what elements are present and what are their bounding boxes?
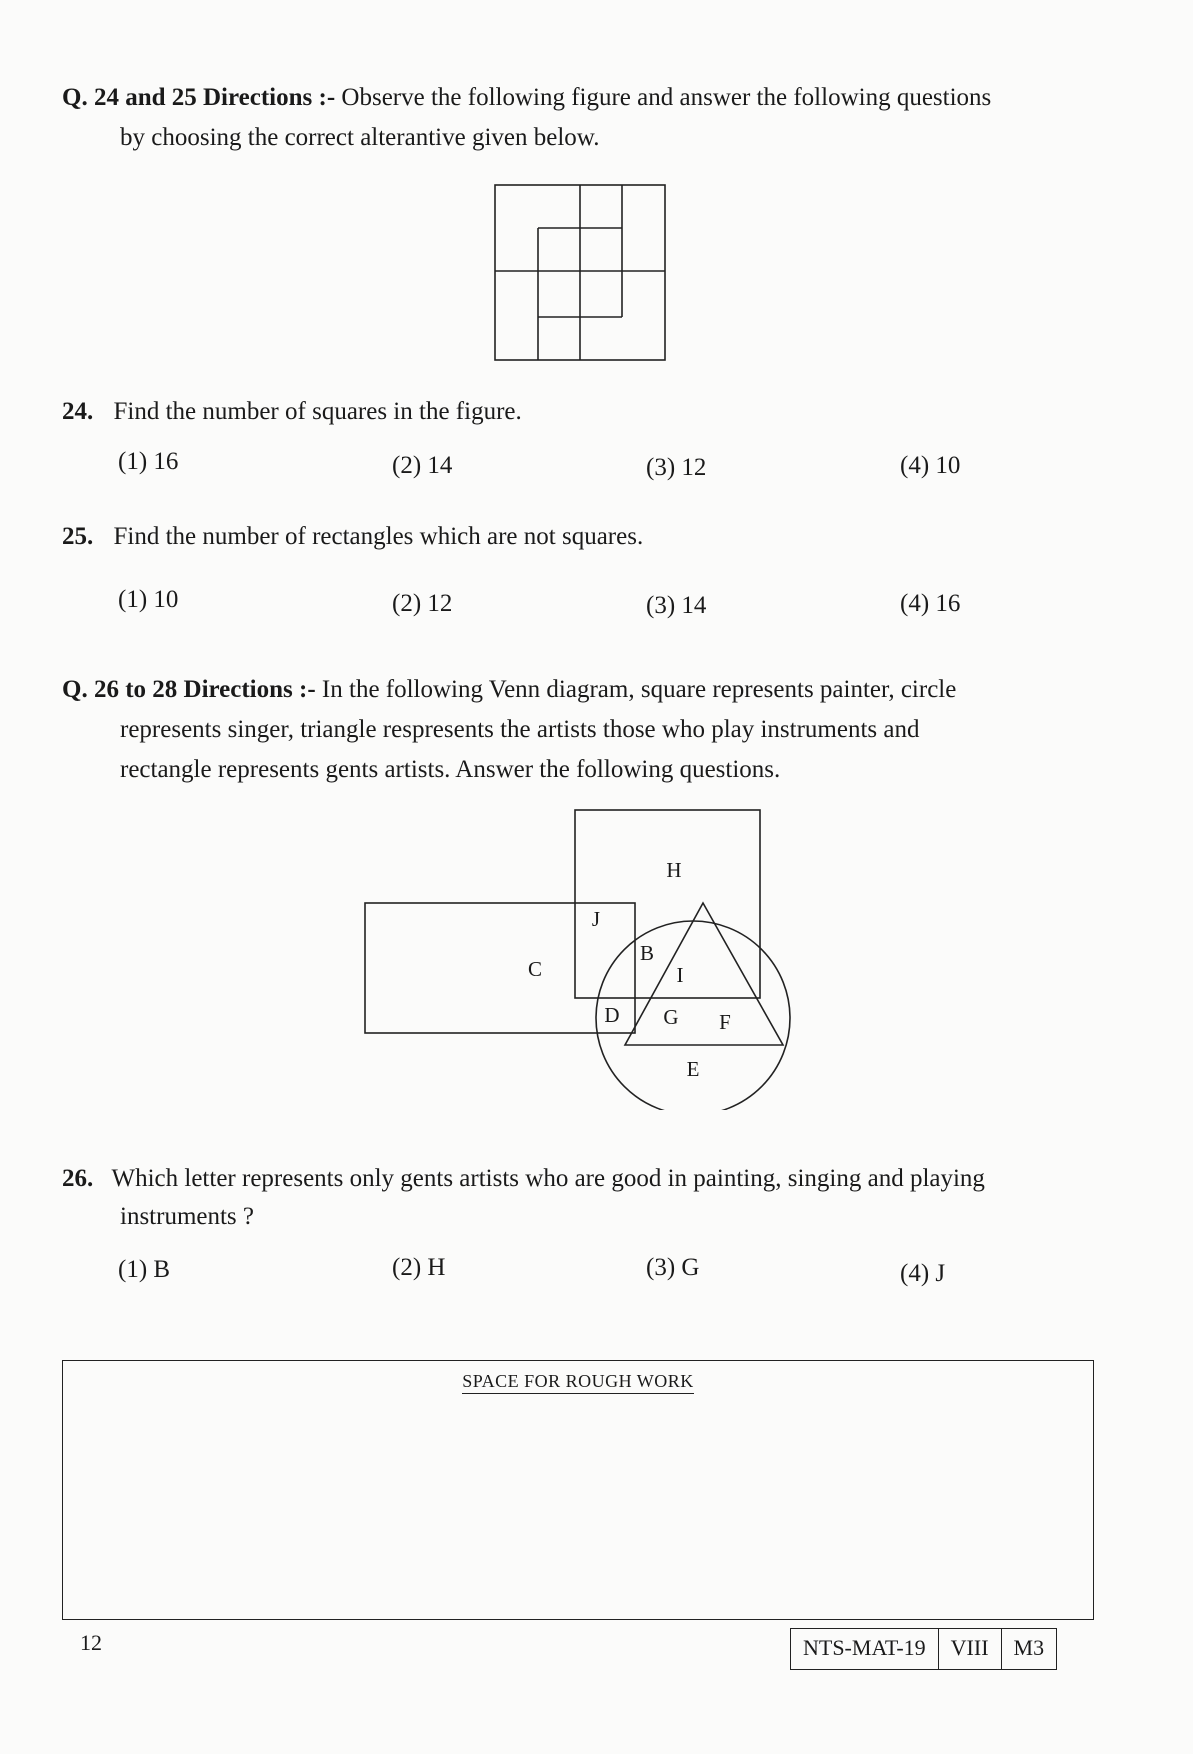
q24-option-4[interactable]: (4) 10	[900, 452, 961, 479]
q25-option-1[interactable]: (1) 10	[118, 586, 179, 613]
question-25	[62, 520, 643, 554]
venn-label-G: G	[663, 1005, 679, 1029]
question-number: 25.	[62, 523, 94, 550]
venn-label-J: J	[591, 907, 601, 931]
question-text: Find the number of rectangles which are not squares.	[113, 523, 644, 550]
q26-option-1[interactable]: (1) B	[118, 1256, 171, 1283]
directions-text-cont: represents singer, triangle respresents the artists those who play instruments and	[120, 716, 920, 743]
q25-option-3[interactable]: (3) 14	[646, 592, 707, 619]
venn-label-D: D	[604, 1003, 620, 1027]
question-number: 26.	[62, 1165, 94, 1192]
venn-label-F: F	[719, 1010, 731, 1034]
directions-q26-28	[62, 670, 1122, 790]
directions-label: Q. 24 and 25 Directions :-	[62, 84, 336, 111]
paper-set: M3	[1001, 1629, 1057, 1669]
painter-square	[575, 810, 760, 998]
q26-option-2[interactable]: (2) H	[392, 1254, 446, 1281]
rough-work-title: SPACE FOR ROUGH WORK	[462, 1371, 694, 1394]
venn-label-E: E	[686, 1057, 700, 1081]
question-26	[62, 1162, 1132, 1234]
singer-circle	[596, 921, 790, 1110]
venn-label-C: C	[527, 957, 543, 981]
q24-option-1[interactable]: (1) 16	[118, 448, 179, 475]
venn-label-I: I	[676, 963, 684, 987]
q24-option-3[interactable]: (3) 12	[646, 454, 707, 481]
q25-option-4[interactable]: (4) 16	[900, 590, 961, 617]
paper-class: VIII	[938, 1629, 1001, 1669]
rough-work-box	[62, 1360, 1094, 1620]
paper-code: NTS-MAT-19	[803, 1635, 926, 1660]
paper-code-box	[790, 1628, 1057, 1670]
directions-q24-25	[62, 78, 1122, 158]
venn-label-H: H	[666, 858, 682, 882]
q26-option-3[interactable]: (3) G	[646, 1254, 700, 1281]
question-text-cont: instruments ?	[120, 1203, 255, 1230]
page-number: 12	[80, 1630, 102, 1655]
q25-option-2[interactable]: (2) 12	[392, 590, 453, 617]
q26-option-4[interactable]: (4) J	[900, 1260, 946, 1287]
directions-text: In the following Venn diagram, square represents painter, circle	[321, 676, 957, 703]
square-grid-figure	[490, 180, 670, 362]
question-text: Which letter represents only gents artists who are good in painting, singing and playing	[111, 1165, 985, 1192]
venn-diagram	[360, 800, 800, 1110]
q24-option-2[interactable]: (2) 14	[392, 452, 453, 479]
directions-text: Observe the following figure and answer the following questions	[341, 84, 992, 111]
question-text: Find the number of squares in the figure.	[113, 398, 522, 425]
directions-text-cont: by choosing the correct alterantive given below.	[120, 124, 600, 151]
question-24	[62, 395, 522, 429]
directions-label: Q. 26 to 28 Directions :-	[62, 676, 316, 703]
venn-label-B: B	[639, 941, 655, 965]
question-number: 24.	[62, 398, 94, 425]
directions-text-cont: rectangle represents gents artists. Answer the following questions.	[120, 756, 781, 783]
